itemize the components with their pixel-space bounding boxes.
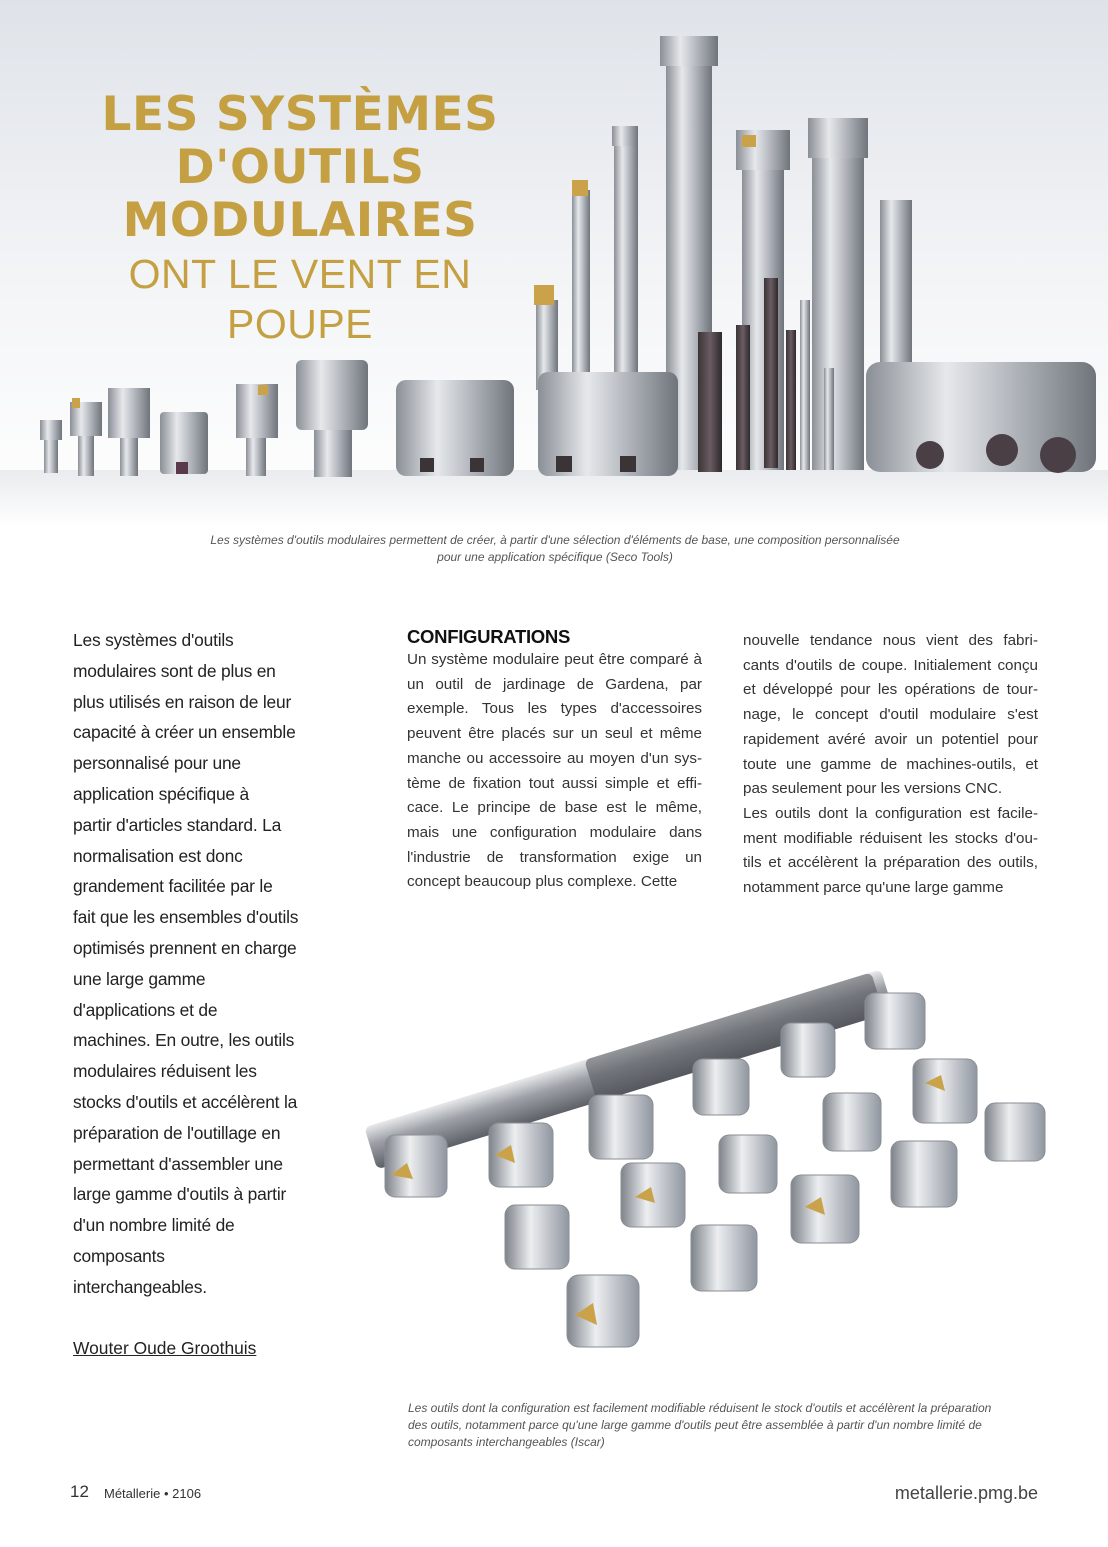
author-name: Wouter Oude Groothuis [73,1338,257,1358]
article-column-1 [407,626,702,895]
tall-shank-6 [808,118,868,470]
column-2-paragraph-2: Les outils dont la configuration est facilement modifiable réduisent les stocks d'outils et accélèrent la préparation des outils, notamment parce qu'une large gamme [743,804,1038,897]
section-heading: CONFIGURATIONS [407,626,570,647]
intro-line: une large gamme [73,968,206,989]
end-mill-4 [786,330,796,470]
head-15 [691,1225,757,1291]
end-mill-1 [698,332,722,472]
head-6 [865,993,925,1049]
tall-shank-7 [880,200,912,370]
tool-small-2 [70,398,102,476]
intro-line: optimisés prennent en charge [73,937,297,958]
end-mill-3 [764,278,778,468]
column-2-paragraph-1: nouvelle tendance nous vient des fabricants d'outils de coupe. Initialement conçu et développé pour les opérations de tournage, le concept d'outil modulaire s'est rapidement avéré avoir un potentiel pour toute une gamme de machines-outils, et pas seulement pour les versions CNC. [743,632,1038,798]
photo-caption [408,1400,1028,1451]
tool-small-1 [40,420,62,473]
column-1-text: Un système modulaire peut être comparé à un outil de jardinage de Gardena, par exemple. Tous les types d'accessoires peuvent être placés sur un seul et même manche ou accessoire au moyen d'un système de fixation tout aussi simple et efficace. Le principe de base est le même, mais une configuration modulaire dans l'industrie de transformation exige un concept beaucoup plus complexe. Cette [407,651,702,891]
title-block [60,88,540,349]
hero-caption-line-2: pour une application spécifique (Seco Tools) [437,550,673,564]
large-face-mill [538,372,678,476]
photo-caption-line-1: Les outils dont la configuration est facilement modifiable réduisent le stock d'outils et accélèrent la préparation [408,1401,992,1415]
intro-line: application spécifique à [73,783,249,804]
title-line-1: LES SYSTÈMES [101,87,499,142]
head-10 [823,1093,881,1151]
head-5 [781,1023,835,1077]
intro-line: machines. En outre, les outils [73,1030,295,1051]
intro-line: stocks d'outils et accélèrent la [73,1091,298,1112]
end-mill-5 [800,300,810,470]
boring-bar-heads-illustration [335,935,1065,1375]
head-13 [791,1175,859,1243]
tall-shank-2 [572,180,590,400]
intro-line: préparation de l'outillage en [73,1122,281,1143]
intro-line: d'applications et de [73,999,218,1020]
intro-line: interchangeables. [73,1276,207,1297]
article-column-2 [743,629,1038,901]
head-1 [385,1135,447,1197]
intro-line: permettant d'assembler une [73,1153,283,1174]
head-14 [891,1141,957,1207]
tool-small-4 [160,412,208,474]
intro-text [73,625,301,1303]
title-line-2: D'OUTILS [175,140,425,195]
modular-heads-photo [335,935,1065,1375]
intro-line: composants [73,1245,165,1266]
page-number: 12 [70,1482,89,1501]
face-mill-1 [396,380,514,476]
end-mill-2 [736,325,750,470]
intro-line: personnalisé pour une [73,753,241,774]
intro-line: modulaires sont de plus en [73,660,276,681]
head-9 [719,1135,777,1193]
intro-line: plus utilisés en raison de leur [73,691,292,712]
hero-caption-line-1: Les systèmes d'outils modulaires permettent de créer, à partir d'une sélection d'éléments de base, une composition personnalisée [210,533,900,547]
photo-caption-line-3: composants interchangeables (Iscar) [408,1435,605,1449]
head-4 [693,1059,749,1115]
head-7 [505,1205,569,1269]
hero-photo [0,0,1108,528]
intro-line: d'un nombre limité de [73,1215,235,1236]
tool-small-3 [108,388,150,476]
large-face-mill-right [866,362,1096,473]
tool-small-5 [236,384,278,476]
head-16 [567,1275,639,1347]
magazine-issue: Métallerie • 2106 [104,1486,202,1501]
intro-line: partir d'articles standard. La [73,814,282,835]
tall-shank-3 [612,126,638,390]
intro-line: normalisation est donc [73,845,243,866]
end-mill-6 [824,368,834,470]
head-12 [985,1103,1045,1161]
intro-line: grandement facilitée par le [73,876,273,897]
tool-small-6 [296,360,368,477]
title-line-3: MODULAIRES [122,193,478,248]
head-3 [589,1095,653,1159]
photo-caption-line-2: des outils, notamment parce qu'une large gamme d'outils peut être assemblée à partir d'un nombre limité de [408,1418,982,1432]
intro-line: modulaires réduisent les [73,1061,257,1082]
intro-line: Les systèmes d'outils [73,630,234,650]
intro-line: capacité à créer un ensemble [73,722,296,743]
subtitle: ONT LE VENT EN POUPE [128,251,472,347]
hero-caption [150,532,960,566]
intro-line: fait que les ensembles d'outils [73,907,299,928]
website-link[interactable]: metallerie.pmg.be [894,1483,1038,1503]
intro-line: large gamme d'outils à partir [73,1184,287,1205]
